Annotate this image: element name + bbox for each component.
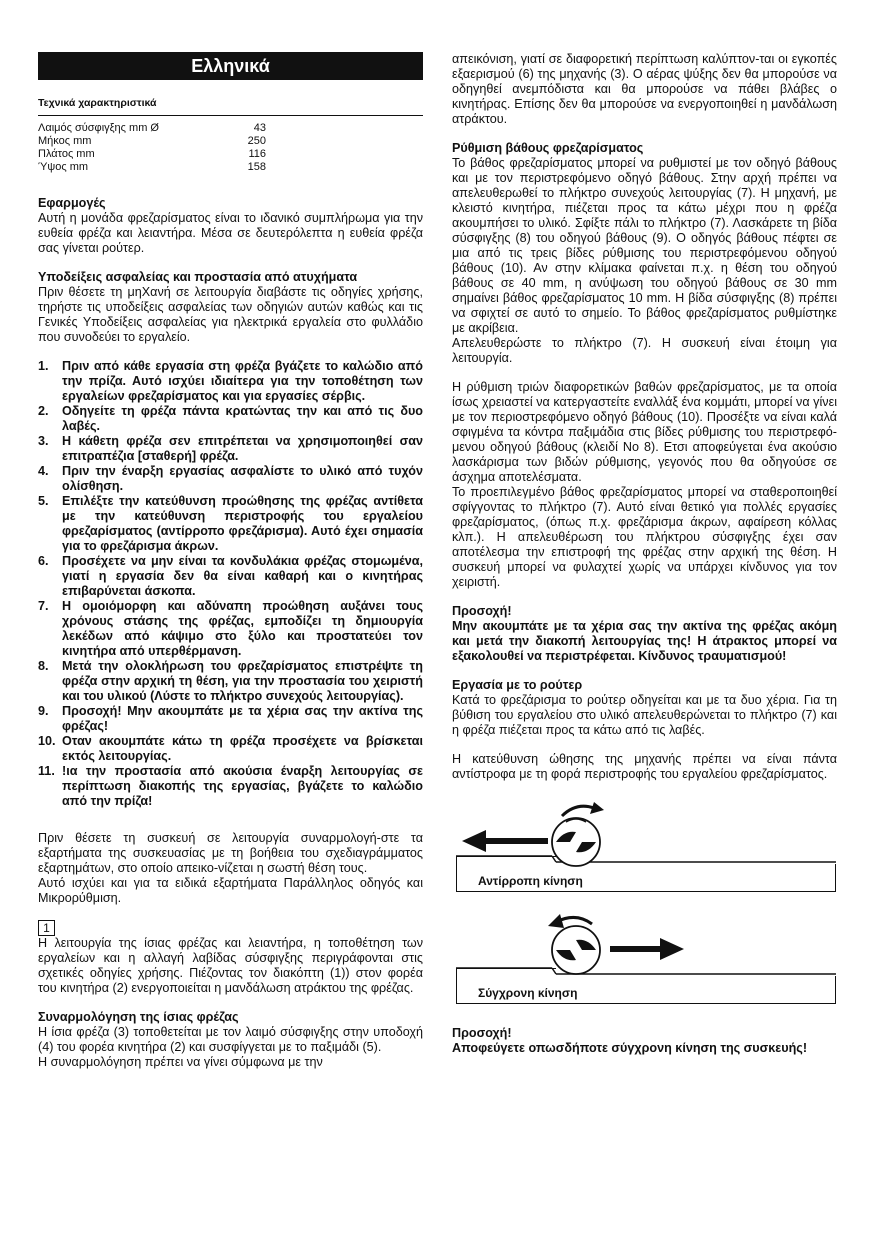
counter-feed-label: Αντίρροπη κίνηση — [478, 874, 583, 888]
spec-label: Πλάτος mm — [38, 148, 95, 160]
spec-label: Λαιμός σύσφιγξης mm Ø — [38, 122, 159, 134]
caution1-text: Μην ακουμπάτε με τα χέρια σας την ακτίνα της φρέζας ακόμη και μετά την διακοπή λειτουργίας της! Η άτρακτος μπορεί να εξακολουθεί να περιστρέφεται. Κίνδυνος τραυματισμού! — [452, 619, 837, 663]
specs-title: Τεχνικά χαρακτηριστικά — [38, 96, 423, 116]
specs-table — [38, 122, 423, 174]
spec-value: 158 — [247, 161, 266, 173]
spec-label: Ύψος mm — [38, 161, 89, 173]
list-item — [38, 554, 423, 599]
item-text: Η ομοιόμορφη και αδύναπη προώθηση αυξάνει τους χρόνους στάσης της φρέζας, εμποδίζει τη δημιουργία λεκέδων από κάψιμο στο ξύλο και προστατεύει τον κινητήρα από υπερθέρμανση. — [62, 599, 423, 658]
caution2-title: Προσοχή! — [452, 1026, 512, 1040]
assembly-intro-p1: Πριν θέσετε τη συσκευή σε λειτουργία συναρμολογή-στε τα εξαρτήματα της συσκευασίας με τη βοήθεια του σχεδιαγράμματος εξαρτημάτων, στο οποίο απεικο-νίζεται η σωστή θέση τους. — [38, 831, 423, 875]
list-item — [38, 704, 423, 734]
item-number: 6. — [38, 554, 49, 568]
item-text: !ια την προστασία από ακούσια έναρξη λειτουργίας σε περίπτωση διακοπής της εργασίας, βγάζετε το καλώδιο από την πρίζα! — [62, 764, 423, 808]
depth-heading: Ρύθμιση βάθους φρεζαρίσματος — [452, 141, 644, 155]
spec-value: 116 — [248, 148, 266, 160]
safety-heading: Υποδείξεις ασφαλείας και προστασία από ατυχήματα — [38, 270, 358, 284]
right-column — [452, 52, 837, 1056]
list-item — [38, 494, 423, 554]
item-text: Επιλέξτε την κατεύθυνση προώθησης της φρέζας αντίθετα με την κατεύθυνση περιστροφής του εργαλείου φρεζαρίσματος (αντίρροπο φρεζάρισμα). Αυτό έχει σημασία για το φρεζάρισμα άκρων. — [62, 494, 423, 553]
item-number: 3. — [38, 434, 49, 448]
item-text: Προσοχή! Μην ακουμπάτε με τα χέρια σας την ακτίνα της φρέζας! — [62, 704, 423, 733]
item-text: Οταν ακουμπάτε κάτω τη φρέζα προσέχετε να βρίσκεται εκτός λειτουργίας. — [62, 734, 423, 763]
item-number: 2. — [38, 404, 49, 418]
language-header: Ελληνικά — [38, 52, 423, 80]
applications-text: Αυτή η μονάδα φρεζαρίσματος είναι το ιδανικό συμπλήρωμα για την ευθεία φρέζα και λειαντήρα. Μέσα σε δευτερόλεπτα η ευθεία φρέζα σας γίνεται ρούτερ. — [38, 211, 423, 255]
item-number: 1. — [38, 359, 49, 373]
list-item — [38, 434, 423, 464]
list-item — [38, 404, 423, 434]
mounting-heading: Συναρμολόγηση της ίσιας φρέζας — [38, 1010, 239, 1024]
item-number: 7. — [38, 599, 49, 613]
climb-feed-diagram — [452, 904, 837, 1016]
item-text: Πριν από κάθε εργασία στη φρέζα βγάζετε το καλώδιο από την πρίζα. Αυτό ισχύει ιδιαίτερα για την τοποθέτηση των εργαλείων φρεζαρίσματος και για εργασίες σέρβις. — [62, 359, 423, 403]
figure-ref-text: Η λειτουργία της ίσιας φρέζας και λειαντήρα, η τοποθέτηση των εργαλείων και η αλλαγή λαβίδας σύσφιγξης περιγράφονται στις σχετικές οδηγίες χρήσης. Πιέζοντας τον διακόπτη (1)) στον φορέα του κινητήρα (2) ενεργοποιείται η μανδάλωση ατράκτου της φρέζας. — [38, 936, 423, 995]
depth-p2: Απελευθερώστε το πλήκτρο (7). Η συσκευή είναι έτοιμη για λειτουργία. — [452, 336, 837, 365]
item-number: 4. — [38, 464, 49, 478]
list-item — [38, 359, 423, 404]
router-p2: Η κατεύθυνση ώθησης της μηχανής πρέπει να είναι πάντα αντίστροφα με τη φορά περιστροφής του εργαλείου φρεζαρίσματος. — [452, 752, 837, 781]
climb-feed-label: Σύγχρονη κίνηση — [478, 986, 578, 1000]
spec-value: 250 — [247, 135, 266, 147]
caution2-text: Αποφεύγετε οπωσδήποτε σύγχρονη κίνηση της συσκευής! — [452, 1041, 808, 1055]
feed-direction-figure — [452, 802, 837, 1016]
item-number: 8. — [38, 659, 49, 673]
list-item — [38, 659, 423, 704]
list-item — [38, 734, 423, 764]
spec-row — [38, 135, 423, 148]
caution1-title: Προσοχή! — [452, 604, 512, 618]
router-heading: Εργασία με το ρούτερ — [452, 678, 583, 692]
item-number: 11. — [38, 764, 55, 778]
safety-intro: Πριν θέσετε τη μηXανή σε λειτουργία διαβάστε τις οδηγίες χρήσης, τηρήστε τις υποδείξεις ασφαλείας των οδηγιών αυτών καθώς και τις Γενικές Υποδείξεις ασφαλείας για ηλεκτρικά εργαλεία στο φυλλάδιο που συνοδεύει το εργαλείο. — [38, 285, 423, 344]
spec-row — [38, 148, 423, 161]
item-text: Πριν την έναρξη εργασίας ασφαλίστε το υλικό από τυχόν ολίσθηση. — [62, 464, 423, 493]
item-number: 9. — [38, 704, 49, 718]
item-text: Η κάθετη φρέζα σεν επιτρέπεται να χρησιμοποιηθεί σαν επιτραπέζια [σταθερή] φρέζα. — [62, 434, 423, 463]
counter-feed-diagram — [452, 802, 837, 904]
item-text: Μετά την ολοκλήρωση του φρεζαρίσματος επιστρέψτε τη φρέζα στην αρχική τη θέση, για την προστασία του χειριστή και του υλικού (Λύστε το πλήκτρο συνεχούς λειτουργίας). — [62, 659, 423, 703]
figure-number-box: 1 — [38, 920, 55, 936]
depth-p1: Το βάθος φρεζαρίσματος μπορεί να ρυθμιστεί με τον οδηγό βάθους και με τον περιστρεφόμενο οδηγό βάθους. Στην αρχή πρέπει να απελευθερωθεί το πλήκτρο συνεχούς λειτουργίας (7). Η μηχανή, με κλειστό κινητήρα, πιέζεται προς τα κάτω μέχρι που η φρέζα ακουμπήσει το υλικό. Σφίξτε πάλι το πλήκτρο (7). Λασκάρετε τη βίδα σύσφιγξης (8) του οδηγού βάθους (9). Ο οδηγός βάθους πέφτει σε μια από τις τρεις βίδες ρύθμισης του περιστρεφόμενου οδηγού βάθους (10). Αν στην κλίμακα φαίνεται π.χ. η θέση του οδηγού βάθους σε 40 mm, η ανύψωση του οδηγού βάθους σε 30 mm σημαίνει βάθος φρεζαρίσματος 10 mm. Η βίδα σύσφιγξης (8) πρέπει να σφιχτεί σε αυτό το σημείο. Το βάθος φρεζαρίσματος ρυθμίστηκε με ακρίβεια. — [452, 156, 837, 335]
item-number: 5. — [38, 494, 49, 508]
spec-row — [38, 161, 423, 174]
item-text: Οδηγείτε τη φρέζα πάντα κρατώντας την και από τις δυο λαβές. — [62, 404, 423, 433]
item-number: 10. — [38, 734, 56, 748]
item-text: Προσέχετε να μην είναι τα κονδυλάκια φρέζας στομωμένα, γιατί η εργασία δεν θα είναι καθαρή και ο κινητήρας επιβαρύνεται άσκοπα. — [62, 554, 423, 598]
applications-heading: Εφαρμογές — [38, 196, 106, 210]
list-item — [38, 599, 423, 659]
assembly-intro-p2: Αυτό ισχύει και για τα ειδικά εξαρτήματα Παράλληλος οδηγός και Μικρορύθμιση. — [38, 876, 423, 905]
safety-list — [38, 359, 423, 809]
list-item — [38, 764, 423, 809]
spec-row — [38, 122, 423, 135]
spec-label: Μήκος mm — [38, 135, 92, 147]
router-p1: Κατά το φρεζάρισμα το ρούτερ οδηγείται και με τα δυο χέρια. Για τη βύθιση του εργαλείου στο υλικό απελευθερώνεται το πλήκτρο (7) και η φρέζα πιέζεται προς τα κάτω από τις λαβές. — [452, 693, 837, 737]
depth-p3: Η ρύθμιση τριών διαφορετικών βαθών φρεζαρίσματος, με τα οποία ίσως χρειαστεί να κατεργαστείτε εναλλάξ ένα κομμάτι, μπορεί να γίνει με τον περιοστρεφόμενο οδηγό βάθους (10). Προσέξτε να είναι καλά σφιγμένα τα κόντρα παξιμάδια στις βίδες ρύθμισης του περιστρεφό-μενου οδηγού βάθους (κλειδί Νο 8). Ετσι αποφεύγεται ένα ακούσιο λασκάρισμα των βιδών ρύθμισης, γεγονός που θα οδηγούσε σε άσχημα αποτελέσματα. — [452, 380, 837, 484]
depth-p4: Το προεπιλεγμένο βάθος φρεζαρίσματος μπορεί να σταθεροποιηθεί σφίγγοντας το πλήκτρο (7). Αυτό είναι θετικό για πολλές εργασίες φρεζαρίσματος, (όπως π.χ. φρεζάρισμα άκρων, αφαίρεση κόλλας κλπ.). Η απελευθέρωση του πλήκτρου σύσφιγξης έχει σαν αποτέλεσμα την επιστροφή της φρέζας στην αρχική της θέση. Η συσκευή μπορεί να φυλαχτεί χωρίς να υπάρχει κίνδυνος για τον χειριστή. — [452, 485, 837, 589]
mounting-p2: Η συναρμολόγηση πρέπει να γίνει σύμφωνα με την — [38, 1055, 323, 1069]
left-column — [38, 52, 423, 1071]
mounting-p1: Η ίσια φρέζα (3) τοποθετείται με τον λαιμό σύσφιγξης στην υποδοχή (4) του φορέα κινητήρα (2) και συσφίγγεται με το παξιμάδι (5). — [38, 1025, 423, 1054]
list-item — [38, 464, 423, 494]
spec-value: 43 — [253, 122, 266, 134]
mounting-p2-continued: απεικόνιση, γιατί σε διαφορετική περίπτωση καλύπτον-ται οι εγκοπές εξαερισμού (6) της μηχανής (3). Ο αέρας ψύξης δεν θα μπορούσε να οδηγηθεί ανεμπόδιστα και θα μπορούσε να πάθει βλάβες ο κινητήρας. Επίσης δεν θα μπορούσε να ενεργοποιηθεί η μανδάλωση ατράκτου. — [452, 52, 837, 126]
